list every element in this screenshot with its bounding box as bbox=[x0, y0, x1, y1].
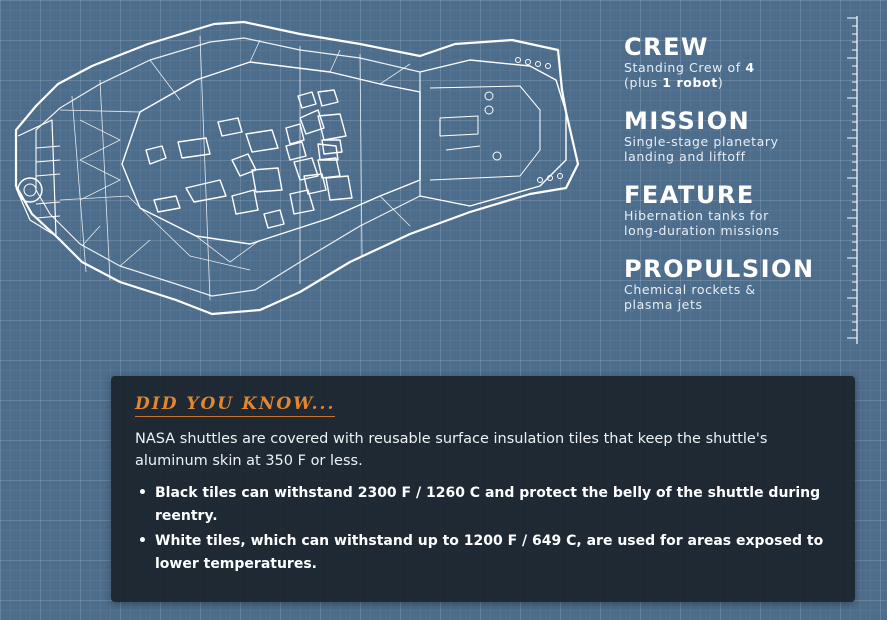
spec-text-bold: 1 robot bbox=[662, 75, 718, 90]
spec-description bbox=[624, 208, 844, 238]
spec-description bbox=[624, 134, 844, 164]
spec-propulsion bbox=[624, 256, 844, 312]
did-you-know-intro: NASA shuttles are covered with reusable surface insulation tiles that keep the shuttle's aluminum skin at 350 F or less. bbox=[135, 431, 768, 469]
spec-text: Single-stage planetary bbox=[624, 134, 779, 149]
did-you-know-bullets bbox=[135, 482, 835, 578]
shuttle-blueprint-illustration bbox=[0, 0, 600, 330]
list-item: • White tiles, which can withstand up to 1200 F / 649 C, are used for areas exposed to lower temperatures. bbox=[135, 530, 835, 576]
did-you-know-heading: DID YOU KNOW... bbox=[135, 394, 335, 417]
spec-title: FEATURE bbox=[624, 181, 755, 209]
spec-text: (plus bbox=[624, 75, 663, 90]
spec-text-bold: 4 bbox=[745, 60, 755, 75]
list-item: • Black tiles can withstand 2300 F / 1260 C and protect the belly of the shuttle during reentry. bbox=[135, 482, 835, 528]
spec-text: Hibernation tanks for bbox=[624, 208, 769, 223]
spec-list bbox=[624, 34, 844, 330]
spec-text: Chemical rockets & bbox=[624, 282, 756, 297]
spec-title: PROPULSION bbox=[624, 255, 815, 283]
spec-text: ) bbox=[717, 75, 724, 90]
did-you-know-panel bbox=[111, 376, 855, 602]
spec-description bbox=[624, 282, 844, 312]
spec-text: long-duration missions bbox=[624, 223, 780, 238]
spec-description bbox=[624, 60, 844, 90]
spec-crew bbox=[624, 34, 844, 90]
ruler-decoration bbox=[840, 16, 860, 346]
spec-text: Standing Crew of bbox=[624, 60, 746, 75]
spec-text: plasma jets bbox=[624, 297, 703, 312]
spec-title: MISSION bbox=[624, 107, 751, 135]
spec-title: CREW bbox=[624, 33, 709, 61]
spec-text: landing and liftoff bbox=[624, 149, 746, 164]
spec-mission bbox=[624, 108, 844, 164]
spec-feature bbox=[624, 182, 844, 238]
